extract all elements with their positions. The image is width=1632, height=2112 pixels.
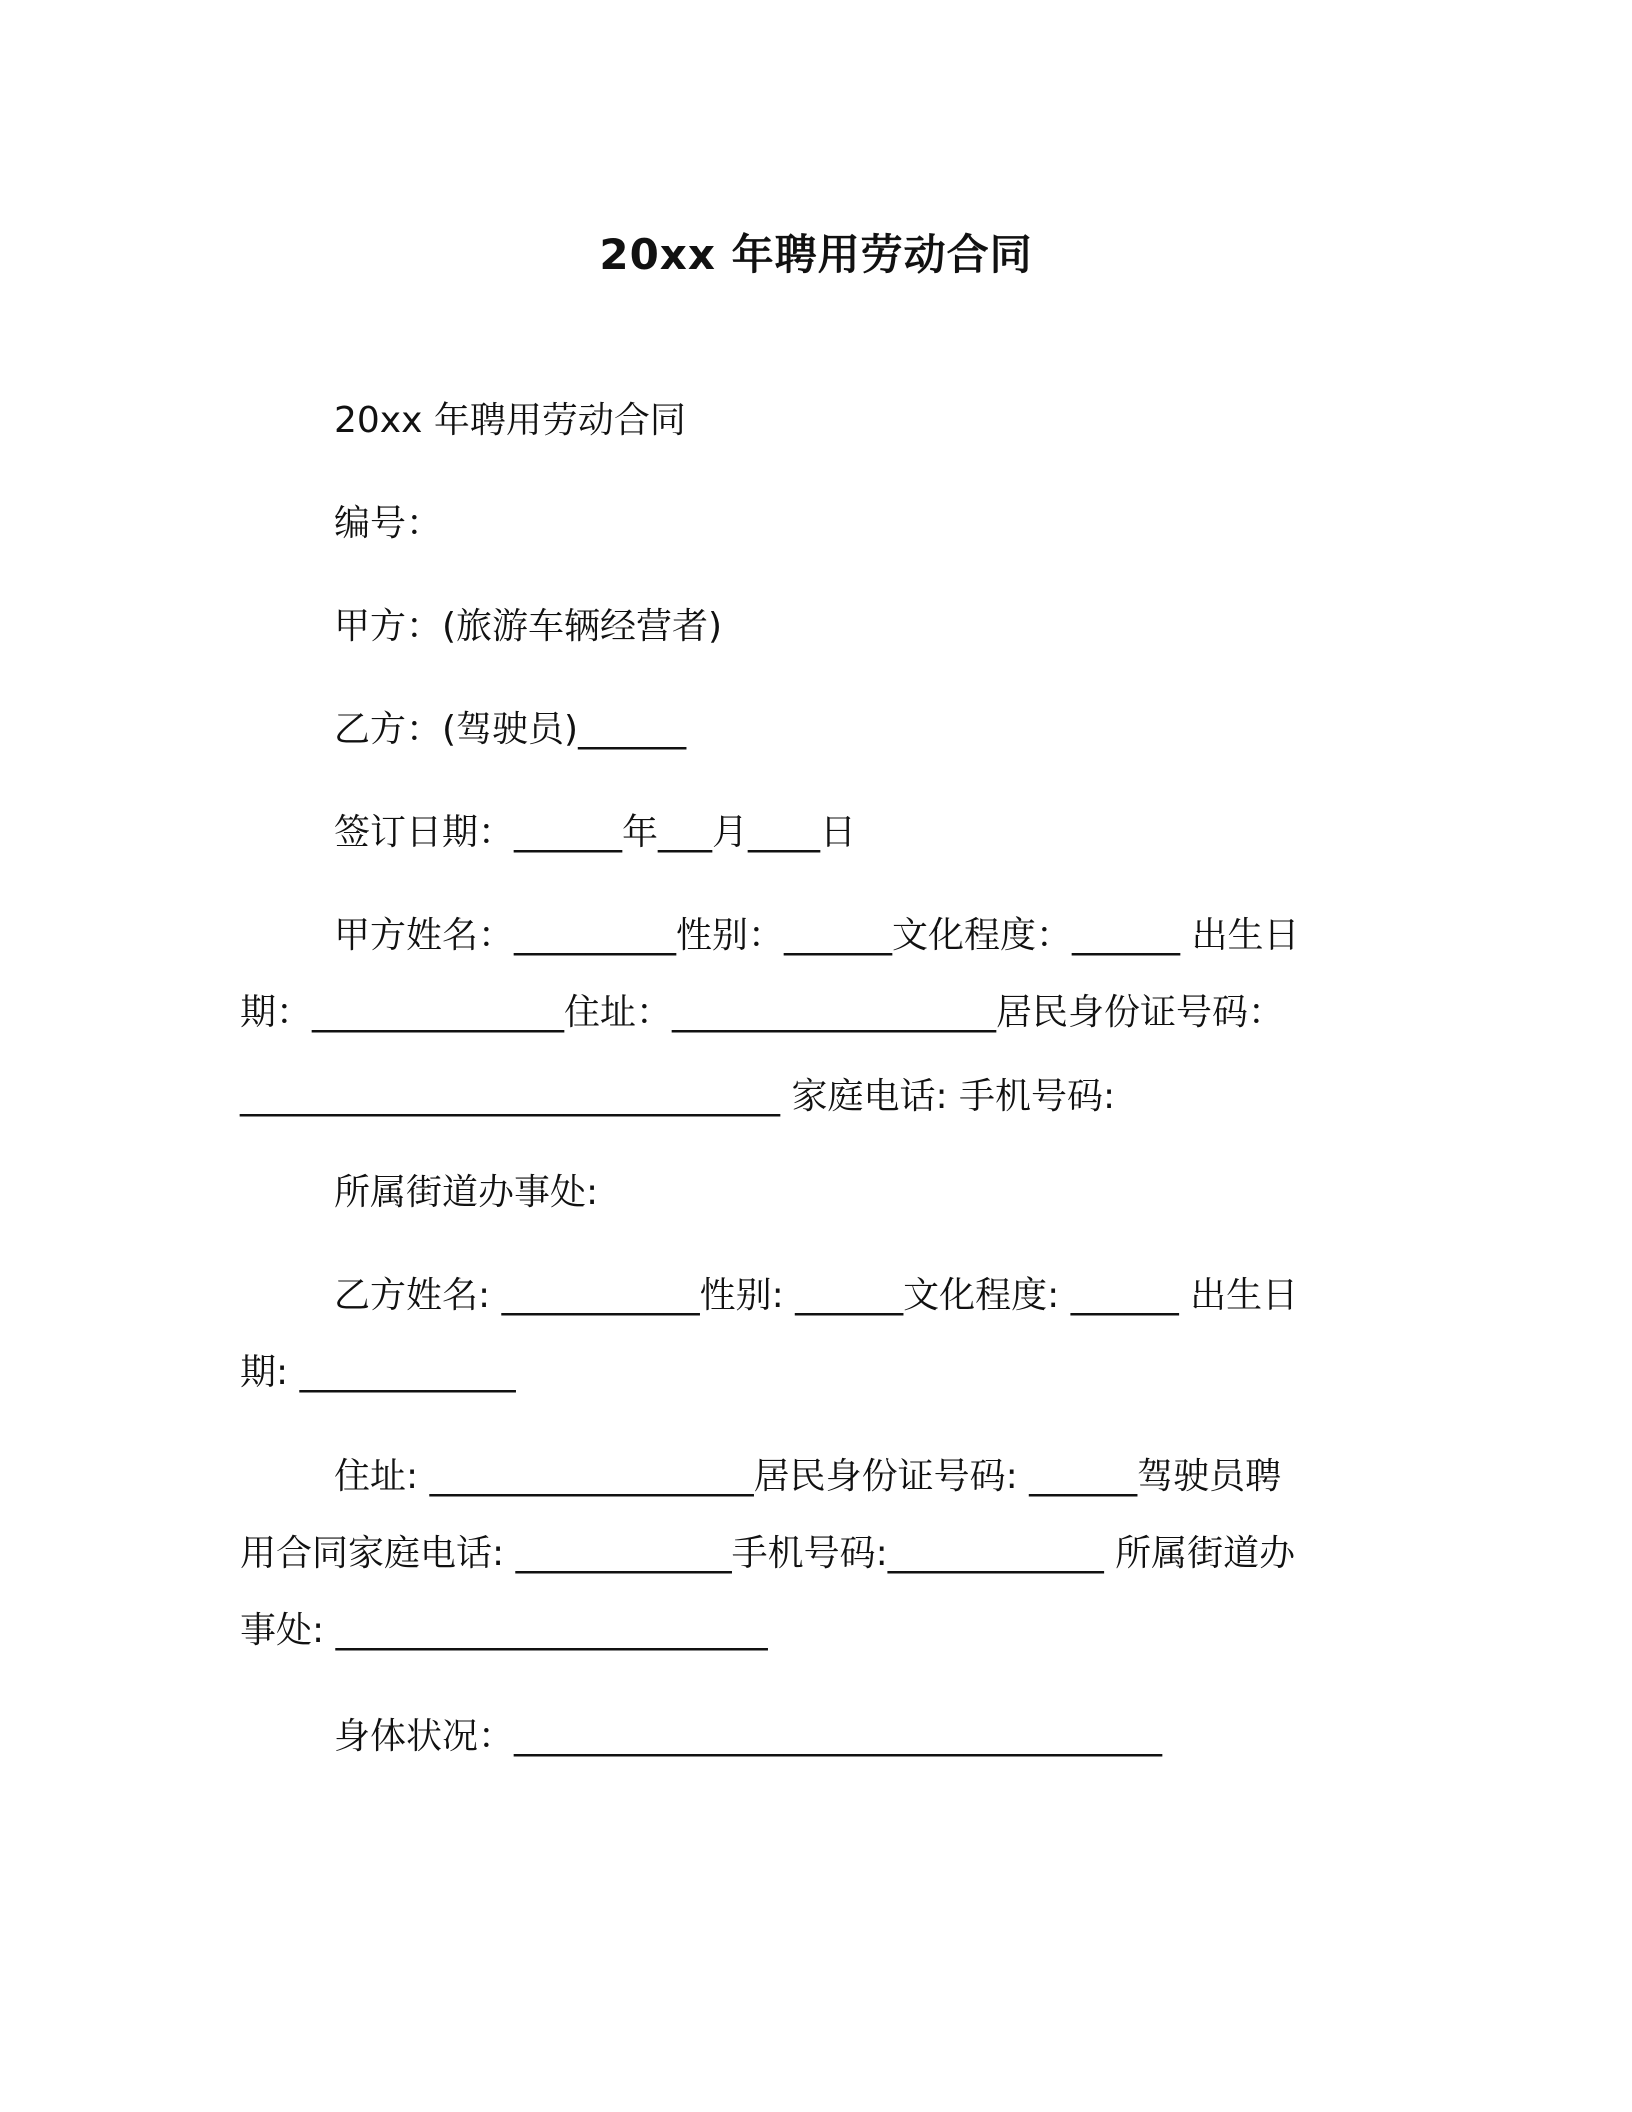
doc-line-phones: 用合同家庭电话: ____________手机号码:____________ 所属街道办 bbox=[240, 1533, 1296, 1574]
doc-line-address: 住址: __________________居民身份证号码: ______驾驶员聘 bbox=[334, 1456, 1282, 1497]
document-title: 20xx 年聘用劳动合同 bbox=[599, 230, 1033, 279]
doc-line-subtitle: 20xx 年聘用劳动合同 bbox=[334, 400, 686, 441]
doc-line-party-a-info-2: 期：______________住址：__________________居民身份证号码： bbox=[240, 992, 1285, 1033]
doc-line-sign-date: 签订日期：______年___月____日 bbox=[334, 812, 857, 853]
doc-line-party-a-info-1: 甲方姓名：_________性别：______文化程度：______ 出生日 bbox=[334, 915, 1300, 956]
doc-line-office: 事处: ________________________ bbox=[240, 1610, 768, 1651]
doc-line-health: 身体状况：____________________________________ bbox=[334, 1716, 1163, 1757]
doc-line-party-a: 甲方：(旅游车辆经营者) bbox=[334, 606, 723, 647]
doc-line-party-a-info-3: ______________________________ 家庭电话: 手机号码: bbox=[240, 1076, 1116, 1117]
doc-line-party-b-info-1: 乙方姓名: ___________性别: ______文化程度: ______ 出生日 bbox=[334, 1275, 1299, 1316]
doc-line-street-office: 所属街道办事处: bbox=[334, 1172, 599, 1213]
doc-line-party-b-info-2: 期: ____________ bbox=[240, 1352, 516, 1393]
doc-line-party-b: 乙方：(驾驶员)______ bbox=[334, 709, 687, 750]
doc-line-number: 编号： bbox=[334, 503, 443, 544]
